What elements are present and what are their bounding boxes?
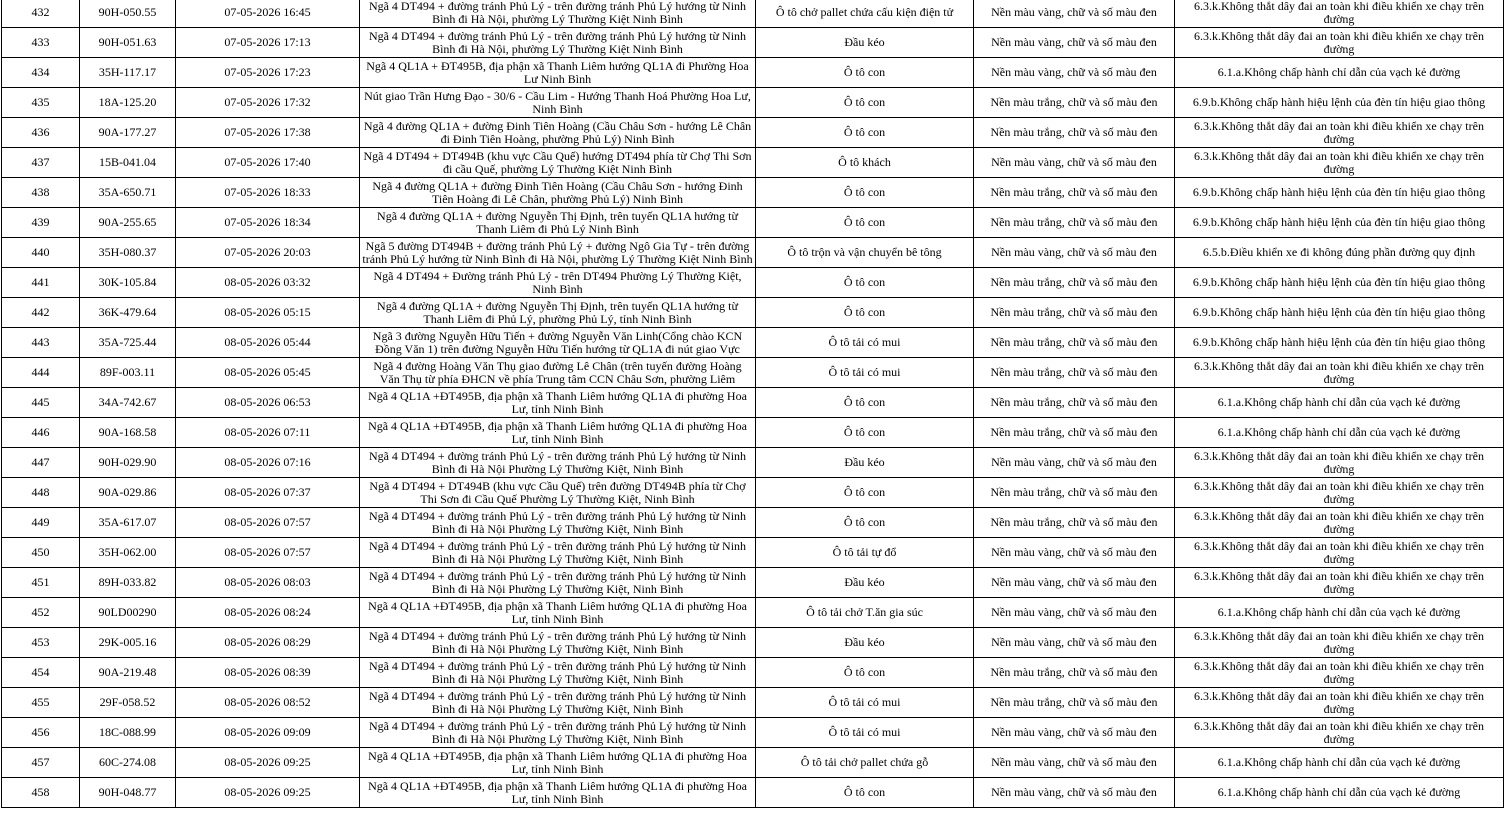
violation-location-cell: Ngã 4 DT494 + đường tránh Phủ Lý - trên đường tránh Phủ Lý hướng từ Ninh Bình đi Hà Nội Phường Lý Thường Kiệt, Ninh Bình xyxy=(360,658,756,688)
table-row xyxy=(2,688,1504,718)
violation-description-cell: 6.3.k.Không thắt dây đai an toàn khi điều khiển xe chạy trên đường xyxy=(1175,628,1504,658)
plate-color-cell: Nền màu vàng, chữ và số màu đen xyxy=(974,0,1175,28)
table-row xyxy=(2,538,1504,568)
vehicle-type-cell: Ô tô con xyxy=(756,268,974,298)
table-row xyxy=(2,238,1504,268)
violation-location-cell: Ngã 4 DT494 + Đường tránh Phủ Lý - trên DT494 Phường Lý Thường Kiệt, Ninh Bình xyxy=(360,268,756,298)
license-plate-cell: 90H-050.55 xyxy=(80,0,176,28)
license-plate-cell: 29F-058.52 xyxy=(80,688,176,718)
vehicle-type-cell: Ô tô con xyxy=(756,178,974,208)
license-plate-cell: 35A-650.71 xyxy=(80,178,176,208)
violation-location-cell: Ngã 3 đường Nguyễn Hữu Tiến + đường Nguyễn Văn Linh(Cổng chào KCN Đồng Văn 1) trên đường Nguyễn Hữu Tiến hướng từ QL1A đi nút giao Vực xyxy=(360,328,756,358)
violation-time-cell: 08-05-2026 07:16 xyxy=(176,448,360,478)
vehicle-type-cell: Ô tô con xyxy=(756,298,974,328)
table-row xyxy=(2,328,1504,358)
violation-description-cell: 6.3.k.Không thắt dây đai an toàn khi điều khiển xe chạy trên đường xyxy=(1175,478,1504,508)
violation-description-cell: 6.3.k.Không thắt dây đai an toàn khi điều khiển xe chạy trên đường xyxy=(1175,568,1504,598)
vehicle-type-cell: Đầu kéo xyxy=(756,628,974,658)
plate-color-cell: Nền màu trắng, chữ và số màu đen xyxy=(974,88,1175,118)
table-row xyxy=(2,268,1504,298)
violation-description-cell: 6.3.k.Không thắt dây đai an toàn khi điều khiển xe chạy trên đường xyxy=(1175,448,1504,478)
violations-table-body xyxy=(2,0,1504,808)
plate-color-cell: Nền màu vàng, chữ và số màu đen xyxy=(974,448,1175,478)
violation-description-cell: 6.1.a.Không chấp hành chỉ dẫn của vạch kẻ đường xyxy=(1175,388,1504,418)
violation-time-cell: 08-05-2026 05:15 xyxy=(176,298,360,328)
row-number-cell: 457 xyxy=(2,748,80,778)
plate-color-cell: Nền màu trắng, chữ và số màu đen xyxy=(974,298,1175,328)
violation-description-cell: 6.3.k.Không thắt dây đai an toàn khi điều khiển xe chạy trên đường xyxy=(1175,148,1504,178)
plate-color-cell: Nền màu vàng, chữ và số màu đen xyxy=(974,568,1175,598)
plate-color-cell: Nền màu trắng, chữ và số màu đen xyxy=(974,268,1175,298)
violation-description-cell: 6.9.b.Không chấp hành hiệu lệnh của đèn tín hiệu giao thông xyxy=(1175,88,1504,118)
violation-time-cell: 07-05-2026 20:03 xyxy=(176,238,360,268)
vehicle-type-cell: Ô tô tải có mui xyxy=(756,328,974,358)
violation-time-cell: 07-05-2026 17:40 xyxy=(176,148,360,178)
plate-color-cell: Nền màu trắng, chữ và số màu đen xyxy=(974,388,1175,418)
violation-location-cell: Ngã 4 DT494 + đường tránh Phủ Lý - trên đường tránh Phủ Lý hướng từ Ninh Bình đi Hà Nội Phường Lý Thường Kiệt, Ninh Bình xyxy=(360,448,756,478)
row-number-cell: 444 xyxy=(2,358,80,388)
table-row xyxy=(2,508,1504,538)
table-row xyxy=(2,178,1504,208)
violation-description-cell: 6.3.k.Không thắt dây đai an toàn khi điều khiển xe chạy trên đường xyxy=(1175,658,1504,688)
violation-location-cell: Ngã 4 đường QL1A + đường Nguyễn Thị Định, trên tuyến QL1A hướng từ Thanh Liêm đi Phủ Lý Ninh Bình xyxy=(360,208,756,238)
violation-location-cell: Ngã 4 DT494 + đường tránh Phủ Lý - trên đường tránh Phủ Lý hướng từ Ninh Bình đi Hà Nội Phường Lý Thường Kiệt, Ninh Bình xyxy=(360,718,756,748)
license-plate-cell: 35H-080.37 xyxy=(80,238,176,268)
row-number-cell: 451 xyxy=(2,568,80,598)
violation-description-cell: 6.9.b.Không chấp hành hiệu lệnh của đèn tín hiệu giao thông xyxy=(1175,178,1504,208)
plate-color-cell: Nền màu trắng, chữ và số màu đen xyxy=(974,688,1175,718)
license-plate-cell: 34A-742.67 xyxy=(80,388,176,418)
vehicle-type-cell: Ô tô tải có mui xyxy=(756,688,974,718)
row-number-cell: 439 xyxy=(2,208,80,238)
violation-description-cell: 6.3.k.Không thắt dây đai an toàn khi điều khiển xe chạy trên đường xyxy=(1175,508,1504,538)
row-number-cell: 436 xyxy=(2,118,80,148)
vehicle-type-cell: Ô tô con xyxy=(756,388,974,418)
plate-color-cell: Nền màu vàng, chữ và số màu đen xyxy=(974,778,1175,808)
violation-location-cell: Ngã 4 QL1A +ĐT495B, địa phận xã Thanh Liêm hướng QL1A đi phường Hoa Lư, tỉnh Ninh Bình xyxy=(360,748,756,778)
license-plate-cell: 60C-274.08 xyxy=(80,748,176,778)
license-plate-cell: 15B-041.04 xyxy=(80,148,176,178)
violation-description-cell: 6.3.k.Không thắt dây đai an toàn khi điều khiển xe chạy trên đường xyxy=(1175,538,1504,568)
violation-time-cell: 08-05-2026 08:24 xyxy=(176,598,360,628)
vehicle-type-cell: Ô tô con xyxy=(756,658,974,688)
violation-location-cell: Ngã 4 DT494 + đường tránh Phủ Lý - trên đường tránh Phủ Lý hướng từ Ninh Bình đi Hà Nội Phường Lý Thường Kiệt, Ninh Bình xyxy=(360,508,756,538)
violation-location-cell: Ngã 4 DT494 + đường tránh Phủ Lý - trên đường tránh Phủ Lý hướng từ Ninh Bình đi Hà Nội Phường Lý Thường Kiệt, Ninh Bình xyxy=(360,628,756,658)
row-number-cell: 448 xyxy=(2,478,80,508)
violation-time-cell: 08-05-2026 06:53 xyxy=(176,388,360,418)
row-number-cell: 454 xyxy=(2,658,80,688)
violation-description-cell: 6.9.b.Không chấp hành hiệu lệnh của đèn tín hiệu giao thông xyxy=(1175,268,1504,298)
violation-time-cell: 08-05-2026 09:09 xyxy=(176,718,360,748)
vehicle-type-cell: Đầu kéo xyxy=(756,448,974,478)
plate-color-cell: Nền màu trắng, chữ và số màu đen xyxy=(974,508,1175,538)
license-plate-cell: 90A-029.86 xyxy=(80,478,176,508)
violation-location-cell: Ngã 4 DT494 + đường tránh Phủ Lý - trên đường tránh Phủ Lý hướng từ Ninh Bình đi Hà Nội Phường Lý Thường Kiệt, Ninh Bình xyxy=(360,538,756,568)
violation-location-cell: Ngã 4 QL1A +ĐT495B, địa phận xã Thanh Liêm hướng QL1A đi phường Hoa Lư, tỉnh Ninh Bình xyxy=(360,778,756,808)
license-plate-cell: 90A-255.65 xyxy=(80,208,176,238)
violation-time-cell: 07-05-2026 17:13 xyxy=(176,28,360,58)
table-row xyxy=(2,358,1504,388)
license-plate-cell: 90A-168.58 xyxy=(80,418,176,448)
violation-time-cell: 07-05-2026 17:23 xyxy=(176,58,360,88)
table-row xyxy=(2,628,1504,658)
violation-location-cell: Ngã 4 DT494 + đường tránh Phủ Lý - trên đường tránh Phủ Lý hướng từ Ninh Bình đi Hà Nội, phường Lý Thường Kiệt Ninh Bình xyxy=(360,0,756,28)
row-number-cell: 446 xyxy=(2,418,80,448)
row-number-cell: 437 xyxy=(2,148,80,178)
row-number-cell: 432 xyxy=(2,0,80,28)
table-row xyxy=(2,58,1504,88)
plate-color-cell: Nền màu trắng, chữ và số màu đen xyxy=(974,178,1175,208)
license-plate-cell: 35H-117.17 xyxy=(80,58,176,88)
violation-location-cell: Ngã 4 DT494 + đường tránh Phủ Lý - trên đường tránh Phủ Lý hướng từ Ninh Bình đi Hà Nội Phường Lý Thường Kiệt, Ninh Bình xyxy=(360,568,756,598)
violation-time-cell: 08-05-2026 07:37 xyxy=(176,478,360,508)
violation-location-cell: Ngã 5 đường DT494B + đường tránh Phủ Lý + đường Ngô Gia Tự - trên đường tránh Phủ Lý hướng từ Ninh Bình đi Hà Nội, phường Lý Thường Kiệt Ninh Bình xyxy=(360,238,756,268)
license-plate-cell: 90A-177.27 xyxy=(80,118,176,148)
violation-description-cell: 6.1.a.Không chấp hành chỉ dẫn của vạch kẻ đường xyxy=(1175,418,1504,448)
violation-time-cell: 08-05-2026 08:03 xyxy=(176,568,360,598)
vehicle-type-cell: Ô tô con xyxy=(756,508,974,538)
plate-color-cell: Nền màu trắng, chữ và số màu đen xyxy=(974,118,1175,148)
violation-location-cell: Ngã 4 DT494 + DT494B (khu vực Cầu Quế) trên đường DT494B phía từ Chợ Thi Sơn đi Cầu Quế Phường Lý Thường Kiệt, Ninh Bình xyxy=(360,478,756,508)
plate-color-cell: Nền màu trắng, chữ và số màu đen xyxy=(974,328,1175,358)
row-number-cell: 433 xyxy=(2,28,80,58)
license-plate-cell: 30K-105.84 xyxy=(80,268,176,298)
vehicle-type-cell: Ô tô chở pallet chứa cấu kiện điện tử xyxy=(756,0,974,28)
plate-color-cell: Nền màu trắng, chữ và số màu đen xyxy=(974,418,1175,448)
violation-description-cell: 6.3.k.Không thắt dây đai an toàn khi điều khiển xe chạy trên đường xyxy=(1175,718,1504,748)
vehicle-type-cell: Ô tô con xyxy=(756,418,974,448)
violation-location-cell: Ngã 4 DT494 + đường tránh Phủ Lý - trên đường tránh Phủ Lý hướng từ Ninh Bình đi Hà Nội Phường Lý Thường Kiệt, Ninh Bình xyxy=(360,688,756,718)
vehicle-type-cell: Ô tô con xyxy=(756,208,974,238)
license-plate-cell: 35A-617.07 xyxy=(80,508,176,538)
violation-time-cell: 07-05-2026 17:32 xyxy=(176,88,360,118)
license-plate-cell: 90LD00290 xyxy=(80,598,176,628)
license-plate-cell: 35H-062.00 xyxy=(80,538,176,568)
table-row xyxy=(2,658,1504,688)
violation-description-cell: 6.3.k.Không thắt dây đai an toàn khi điều khiển xe chạy trên đường xyxy=(1175,688,1504,718)
violation-time-cell: 08-05-2026 08:52 xyxy=(176,688,360,718)
license-plate-cell: 89F-003.11 xyxy=(80,358,176,388)
violation-time-cell: 08-05-2026 07:57 xyxy=(176,508,360,538)
violation-time-cell: 08-05-2026 07:11 xyxy=(176,418,360,448)
table-row xyxy=(2,0,1504,28)
violation-location-cell: Ngã 4 DT494 + DT494B (khu vực Cầu Quế) hướng DT494 phía từ Chợ Thi Sơn đi cầu Quế, phường Lý Thường Kiệt Ninh Bình xyxy=(360,148,756,178)
vehicle-type-cell: Ô tô con xyxy=(756,778,974,808)
vehicle-type-cell: Đầu kéo xyxy=(756,28,974,58)
plate-color-cell: Nền màu vàng, chữ và số màu đen xyxy=(974,28,1175,58)
table-row xyxy=(2,28,1504,58)
table-row xyxy=(2,568,1504,598)
table-row xyxy=(2,598,1504,628)
vehicle-type-cell: Ô tô tải có mui xyxy=(756,358,974,388)
violation-description-cell: 6.1.a.Không chấp hành chỉ dẫn của vạch kẻ đường xyxy=(1175,58,1504,88)
violation-time-cell: 08-05-2026 08:29 xyxy=(176,628,360,658)
violation-description-cell: 6.1.a.Không chấp hành chỉ dẫn của vạch kẻ đường xyxy=(1175,598,1504,628)
license-plate-cell: 18A-125.20 xyxy=(80,88,176,118)
plate-color-cell: Nền màu trắng, chữ và số màu đen xyxy=(974,208,1175,238)
license-plate-cell: 35A-725.44 xyxy=(80,328,176,358)
license-plate-cell: 90H-048.77 xyxy=(80,778,176,808)
row-number-cell: 445 xyxy=(2,388,80,418)
vehicle-type-cell: Ô tô tải có mui xyxy=(756,718,974,748)
table-row xyxy=(2,478,1504,508)
violation-time-cell: 07-05-2026 18:34 xyxy=(176,208,360,238)
license-plate-cell: 89H-033.82 xyxy=(80,568,176,598)
violation-time-cell: 07-05-2026 16:45 xyxy=(176,0,360,28)
row-number-cell: 438 xyxy=(2,178,80,208)
plate-color-cell: Nền màu vàng, chữ và số màu đen xyxy=(974,58,1175,88)
table-row xyxy=(2,748,1504,778)
vehicle-type-cell: Ô tô con xyxy=(756,58,974,88)
violation-description-cell: 6.9.b.Không chấp hành hiệu lệnh của đèn tín hiệu giao thông xyxy=(1175,328,1504,358)
row-number-cell: 456 xyxy=(2,718,80,748)
vehicle-type-cell: Đầu kéo xyxy=(756,568,974,598)
row-number-cell: 452 xyxy=(2,598,80,628)
violation-time-cell: 08-05-2026 05:44 xyxy=(176,328,360,358)
violation-description-cell: 6.1.a.Không chấp hành chỉ dẫn của vạch kẻ đường xyxy=(1175,748,1504,778)
violation-location-cell: Ngã 4 QL1A + ĐT495B, địa phận xã Thanh Liêm hướng QL1A đi Phường Hoa Lư Ninh Bình xyxy=(360,58,756,88)
violation-description-cell: 6.3.k.Không thắt dây đai an toàn khi điều khiển xe chạy trên đường xyxy=(1175,0,1504,28)
vehicle-type-cell: Ô tô tải tự đổ xyxy=(756,538,974,568)
plate-color-cell: Nền màu vàng, chữ và số màu đen xyxy=(974,628,1175,658)
violation-description-cell: 6.1.a.Không chấp hành chỉ dẫn của vạch kẻ đường xyxy=(1175,778,1504,808)
row-number-cell: 435 xyxy=(2,88,80,118)
vehicle-type-cell: Ô tô tải chở T.ăn gia súc xyxy=(756,598,974,628)
plate-color-cell: Nền màu vàng, chữ và số màu đen xyxy=(974,238,1175,268)
vehicle-type-cell: Ô tô con xyxy=(756,478,974,508)
plate-color-cell: Nền màu vàng, chữ và số màu đen xyxy=(974,598,1175,628)
violation-time-cell: 08-05-2026 03:32 xyxy=(176,268,360,298)
license-plate-cell: 90H-051.63 xyxy=(80,28,176,58)
violation-description-cell: 6.3.k.Không thắt dây đai an toàn khi điều khiển xe chạy trên đường xyxy=(1175,28,1504,58)
violation-time-cell: 08-05-2026 05:45 xyxy=(176,358,360,388)
violation-time-cell: 08-05-2026 09:25 xyxy=(176,778,360,808)
plate-color-cell: Nền màu vàng, chữ và số màu đen xyxy=(974,538,1175,568)
row-number-cell: 441 xyxy=(2,268,80,298)
row-number-cell: 434 xyxy=(2,58,80,88)
vehicle-type-cell: Ô tô trộn và vận chuyển bê tông xyxy=(756,238,974,268)
table-row xyxy=(2,208,1504,238)
violation-description-cell: 6.3.k.Không thắt dây đai an toàn khi điều khiển xe chạy trên đường xyxy=(1175,358,1504,388)
violation-location-cell: Ngã 4 DT494 + đường tránh Phủ Lý - trên đường tránh Phủ Lý hướng từ Ninh Bình đi Hà Nội, phường Lý Thường Kiệt Ninh Bình xyxy=(360,28,756,58)
vehicle-type-cell: Ô tô con xyxy=(756,88,974,118)
violation-time-cell: 08-05-2026 07:57 xyxy=(176,538,360,568)
table-row xyxy=(2,388,1504,418)
row-number-cell: 450 xyxy=(2,538,80,568)
table-row xyxy=(2,118,1504,148)
table-row xyxy=(2,778,1504,808)
row-number-cell: 458 xyxy=(2,778,80,808)
violation-time-cell: 08-05-2026 09:25 xyxy=(176,748,360,778)
table-row xyxy=(2,418,1504,448)
violation-location-cell: Ngã 4 đường QL1A + đường Đinh Tiên Hoàng (Cầu Châu Sơn - hướng Lê Chân đi Đinh Tiên Hoàng, phường Phủ Lý) Ninh Bình xyxy=(360,118,756,148)
row-number-cell: 449 xyxy=(2,508,80,538)
violation-location-cell: Ngã 4 đường QL1A + đường Đinh Tiên Hoàng (Cầu Châu Sơn - hướng Đinh Tiên Hoàng đi Lê Chân, phường Phủ Lý) Ninh Bình xyxy=(360,178,756,208)
row-number-cell: 443 xyxy=(2,328,80,358)
violation-description-cell: 6.9.b.Không chấp hành hiệu lệnh của đèn tín hiệu giao thông xyxy=(1175,208,1504,238)
license-plate-cell: 18C-088.99 xyxy=(80,718,176,748)
violation-location-cell: Ngã 4 QL1A +ĐT495B, địa phận xã Thanh Liêm hướng QL1A đi phường Hoa Lư, tỉnh Ninh Bình xyxy=(360,418,756,448)
violation-location-cell: Ngã 4 đường QL1A + đường Nguyễn Thị Định, trên tuyến QL1A hướng từ Thanh Liêm đi Phủ Lý, phường Phủ Lý, tỉnh Ninh Bình xyxy=(360,298,756,328)
plate-color-cell: Nền màu vàng, chữ và số màu đen xyxy=(974,718,1175,748)
row-number-cell: 453 xyxy=(2,628,80,658)
vehicle-type-cell: Ô tô khách xyxy=(756,148,974,178)
row-number-cell: 447 xyxy=(2,448,80,478)
license-plate-cell: 90H-029.90 xyxy=(80,448,176,478)
violation-time-cell: 08-05-2026 08:39 xyxy=(176,658,360,688)
violation-location-cell: Nút giao Trần Hưng Đạo - 30/6 - Cầu Lim - Hướng Thanh Hoá Phường Hoa Lư, Ninh Bình xyxy=(360,88,756,118)
vehicle-type-cell: Ô tô tải chở pallet chứa gỗ xyxy=(756,748,974,778)
row-number-cell: 440 xyxy=(2,238,80,268)
violation-time-cell: 07-05-2026 18:33 xyxy=(176,178,360,208)
plate-color-cell: Nền màu trắng, chữ và số màu đen xyxy=(974,658,1175,688)
plate-color-cell: Nền màu trắng, chữ và số màu đen xyxy=(974,358,1175,388)
violation-time-cell: 07-05-2026 17:38 xyxy=(176,118,360,148)
table-row xyxy=(2,448,1504,478)
plate-color-cell: Nền màu trắng, chữ và số màu đen xyxy=(974,478,1175,508)
row-number-cell: 455 xyxy=(2,688,80,718)
table-row xyxy=(2,148,1504,178)
plate-color-cell: Nền màu vàng, chữ và số màu đen xyxy=(974,148,1175,178)
violation-location-cell: Ngã 4 QL1A +ĐT495B, địa phận xã Thanh Liêm hướng QL1A đi phường Hoa Lư, tỉnh Ninh Bình xyxy=(360,388,756,418)
table-row xyxy=(2,88,1504,118)
row-number-cell: 442 xyxy=(2,298,80,328)
plate-color-cell: Nền màu vàng, chữ và số màu đen xyxy=(974,748,1175,778)
violation-location-cell: Ngã 4 QL1A +ĐT495B, địa phận xã Thanh Liêm hướng QL1A đi phường Hoa Lư, tỉnh Ninh Bình xyxy=(360,598,756,628)
vehicle-type-cell: Ô tô con xyxy=(756,118,974,148)
license-plate-cell: 36K-479.64 xyxy=(80,298,176,328)
violation-description-cell: 6.3.k.Không thắt dây đai an toàn khi điều khiển xe chạy trên đường xyxy=(1175,118,1504,148)
license-plate-cell: 90A-219.48 xyxy=(80,658,176,688)
license-plate-cell: 29K-005.16 xyxy=(80,628,176,658)
violation-description-cell: 6.9.b.Không chấp hành hiệu lệnh của đèn tín hiệu giao thông xyxy=(1175,298,1504,328)
violation-location-cell: Ngã 4 đường Hoàng Văn Thụ giao đường Lê Chân (trên tuyến đường Hoàng Văn Thụ từ phía ĐHCN về phía Trung tâm CCN Châu Sơn, phường Liêm xyxy=(360,358,756,388)
violation-description-cell: 6.5.b.Điều khiển xe đi không đúng phần đường quy định xyxy=(1175,238,1504,268)
table-row xyxy=(2,298,1504,328)
table-row xyxy=(2,718,1504,748)
violations-table xyxy=(1,0,1504,808)
